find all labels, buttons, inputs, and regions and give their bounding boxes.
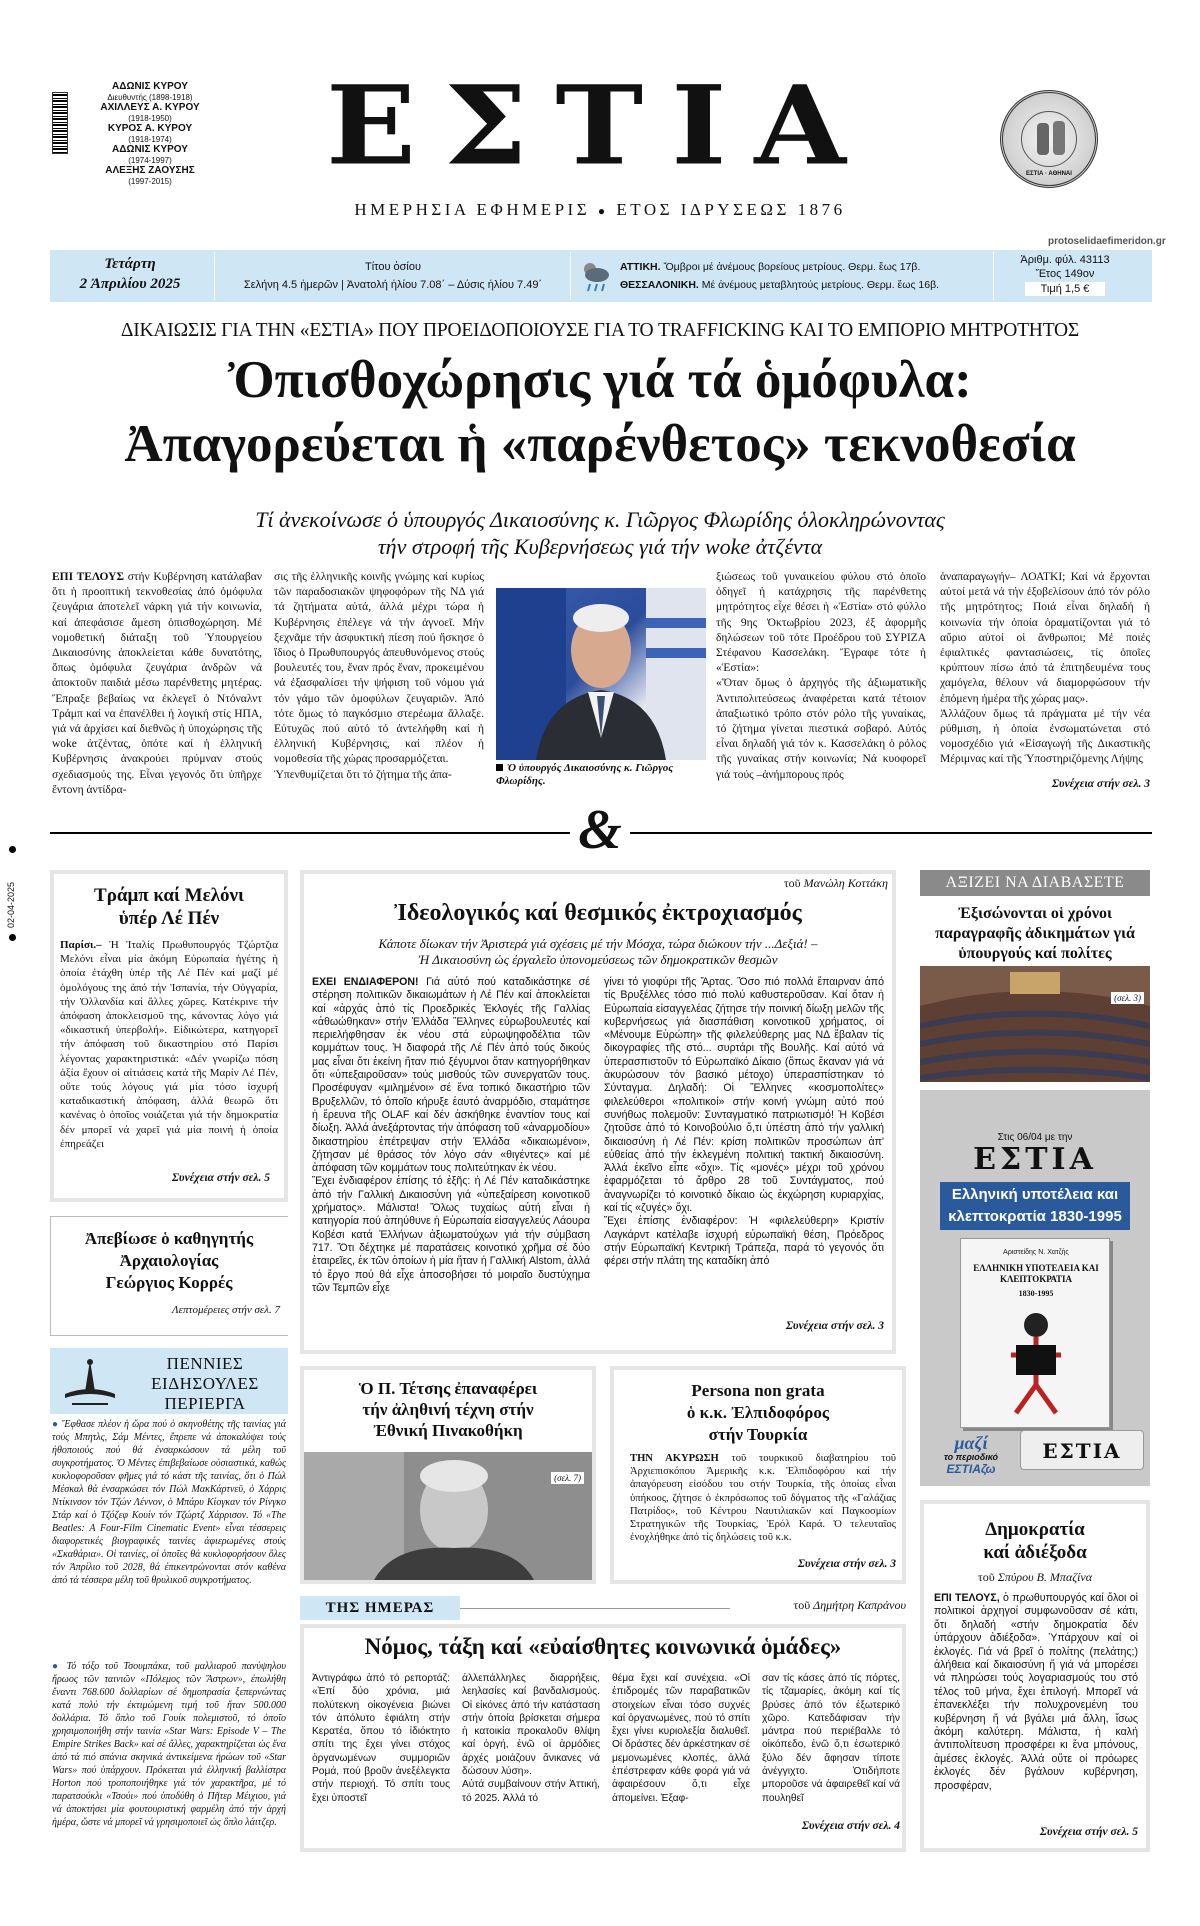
founder: ΑΔΩΝΙΣ ΚΥΡΟΥ (1974-1997) (112, 144, 188, 165)
weather: ΑΤΤΙΚΗ. Ὄμβροι μέ ἀνέμους βορείους μετρίους. Θερμ. ἕως 17β. ΘΕΣΣΑΛΟΝΙΚΗ. Μέ ἀνέμους μεταβλητούς μετρίους. Θερμ. ἕως 16β. (620, 261, 940, 291)
lead-headline: Ὀπισθοχώρησις γιά τά ὁμόφυλα: Ἀπαγορεύεται ἡ «παρένθετος» τεκνοθεσία (124, 351, 1076, 473)
day-column-2: ἀλλεπάλληλες διαρρήξεις, λεηλασίες καί βανδαλισμούς. Οἱ εἰκόνες ἀπό τήν κατάσταση στήν ὁποία βρίσκεται σήμερα ἡ κατοικία προκαλοῦν θλίψη καί ὀργή, ἐνῶ οἱ ἁρμόδιες ἀρχές μοιάζουν ἄνικανες νά δώσουν λύση». Αὐτά συμβαίνουν στήν Ἀττική, τό 2025. Ἀλλά τό (462, 1673, 600, 1804)
masthead-title: ΕΣΤΙΑ (326, 61, 874, 190)
seal-icon (1000, 90, 1098, 188)
persona-body: ΤΗΝ ΑΚΥΡΩΣΗ τοῦ τουρκικοῦ διαβατηρίου τοῦ Ἀρχιεπισκόπου Ἀμερικῆς κ.κ. Ἐλπιδοφόρου καί τήν ἀπαγόρευση εἰσόδου του στήν Τουρκία, τῆς ὁποίας εἶναι ὑπήκοος, ζήτησε ὁ ἐκπρόσωπος τοῦ δόγματος τῆς «Γαλάζιας Πατρίδος», τοῦ Κέντρου Ναυτιλιακῶν καί Παγκοσμίων Στρατηγικῶν τῆς Τουρκίας, Ἐρόλ Καρά. Ὁ τελευταῖος ἐνοχλήθηκε ἀπό τίς δηλώσεις τοῦ κ.κ. (630, 1453, 896, 1544)
trump-continued: Συνέχεια στήν σελ. 5 (171, 1172, 270, 1184)
day-column-1: Ἀντιγράφω ἀπό τό ρεπορτάζ: «Ἐπί δύο χρόνια, μιά πολύτεκνη οἰκογένεια βιώνει τόν ἀπόλυτο ἐφιάλτη στήν Κερατέα, ὅπου τό ἰδιόκτητο σπίτι της ἔχει γίνει στόχος ὀργανωμένων συμμοριῶν Ρομά, πού βροῦν ἀνεξέλεγκτα στήν περιοχή. Τό σπίτι τους ἔχει ὑποστεῖ (312, 1673, 450, 1804)
masthead-subtitle: ΗΜΕΡΗΣΙΑ ΕΦΗΜΕΡΙΣ ● ΕΤΟΣ ΙΔΡΥΣΕΩΣ 1876 (354, 200, 846, 219)
pennies-item-2: ● Τό τόξο τοῦ Τσουμπάκα, τοῦ μαλλιαροῦ πανύψηλου ἥρωος τῶν ταινιῶν «Πόλεμος τῶν Ἄστρων», ἐπωλήθη ἔναντι 768.600 δολλαρίων σέ δημοπρασία ξεπερνώντας κατά πολύ τήν ἐκτιμώμενη τιμή τοῦ ἤταν 500.000 δολλάρια. Τό ὅπλο τοῦ Γουίκ πολεμιστοῦ, τό ὁποῖο χρησιμοποιήθη στήν ταινία «Star Wars: Episode V – The Empire Strikes Back» καί σέ ἄλλες, χαρακτηρίζεται ὡς ἕνα ἀπό τά πιό σπάνια σκηνικά ἀντικείμενα ἡρώων τοῦ «Star Wars» πού ὑπάρχουν. Πρόκειται γιά ἑλληνική βαλλίστρα Horton πού τροποποιήθηκε γιά τόν χαρακτῆρα, μέ τό παρατσούκλι «Τσούι» πού ὑποδύθη ὁ Πῆτερ Μέιχιου, γιά νά ἀποκτήσει μία φουτουριστική φαρμέλη ἀπό τήν ἀρχή ἡμέρα, ὥστε νά μπορεῖ νά γρησιμοποιεῖ ὡς ὅπλο λάιτζερ. (52, 1661, 286, 1828)
promo-with: μαζί το περιοδικό ΕΣΤΙΑζω (943, 1433, 999, 1476)
day-column-4: σαν τίς κάσες ἀπό τίς πόρτες, τίς τζαμαρίες, ἀκόμη καί τίς βρύσες ἀπό τόν ἐξωτερικό χῶρο. Κατεδάφισαν τήν μάντρα πού περιέβαλλε τό οἰκόπεδο, ἐνῶ ὅ,τι ἐσωτερικό ξύλο δέν ἄφησαν τίποτε ἀνέγγιχτο. Ὁτιδήποτε μποροῦσε νά ἀφαιρεθεῖ καί νά πουληθεῖ (762, 1673, 900, 1804)
founder: ΑΔΩΝΙΣ ΚΥΡΟΥ Διευθυντής (1898-1918) (107, 81, 193, 102)
lead-column-2: σις τῆς ἑλληνικῆς κοινῆς γνώμης καί κυρίως τῶν παραδοσιακῶν ψηφοφόρων τῆς ΝΔ γιά τά ζητήματα αὐτά, ἀλλά μέχρι τώρα ἡ Κυβέρνησις ἐπέλεγε νά τήν ἀγνοεῖ. Μήν ξεχνᾶμε τήν ἀσφυκτική πίεση πού ἤσκησε ὁ ἴδιος ὁ Πρωθυπουργός ἀπευθυνόμενος στούς βουλευτές του, ἕναν πρός ἕναν, προκειμένου νά ἐξασφαλίσει τήν ψήφιση τοῦ νόμου γιά τόν γάμο τῶν ὁμοφύλων ζευγαριῶν. Ἀπό τότε ὅμως τό παγκόσμιο στερέωμα ἄλλαξε. Εὐτυχῶς πού αὐτό τό ἀντελήφθη καί ἡ ἑλληνική Κυβέρνησις, καί πλέον ἡ νομοθεσία τῆς χώρας προσαρμόζεται. Ὑπενθυμίζεται ὅτι τό ζήτημα τῆς ἀπα- (274, 571, 484, 781)
parliament-photo (920, 966, 1150, 1082)
founder: ΑΧΙΛΛΕΥΣ Α. ΚΥΡΟΥ (1918-1950) (100, 102, 200, 123)
ideological-headline: Ἰδεολογικός καί θεσμικός ἐκτροχιασμός (394, 900, 802, 926)
minister-photo (496, 588, 706, 760)
founder: ΚΥΡΟΣ Α. ΚΥΡΟΥ (1918-1974) (107, 123, 193, 144)
lead-continued: Συνέχεια στήν σελ. 3 (1051, 778, 1150, 790)
promo-book-title: Ελληνική υποτέλεια και κλεπτοκρατία 1830-1995 (940, 1182, 1130, 1230)
obit-note: Λεπτομέρειες στήν σελ. 7 (172, 1304, 280, 1316)
democracy-body: ΕΠΙ ΤΕΛΟΥΣ, ὁ πρωθυπουργός καί ὅλοι οἱ πολιτικοί ἀρχηγοί συμφωνοῦσαν σέ κάτι, ὅτι δηλαδή «στήν δημοκρατία δέν ὑπάρχουν ἀδιέξοδα». Ὑπάρχουν καί οἱ ἐκλογές. Γιά νά βρεῖ ὁ πολίτης (πελάτης;) ἀλήθεια καί δικαιοσύνη ἤ γιά νά μπορέσει νά πληρώσει τούς λογαριασμούς του στό τέλος τοῦ μήνα, ἔχει ἐπιλογή. Μπορεῖ νά ἐπανεκλέξει τήν πολυχρονεμένη του κυβέρνηση ἤ νά βγάλει μιά ἄλλη, ἴσως ἀκόμη καλύτερη. Μάλιστα, ἡ καλή ἀντιπολίτευση προσφέρει κι ἕνα μπόνους, ἀμέσες ἐκλογές. Ἀλλά οὔτε οἱ πρόωρες ἐκλογές δέν βγάλουν κυβέρνηση, προσφέραν, (934, 1592, 1138, 1792)
astro-info: Σελήνη 4.5 ἡμερῶν | Ἀνατολή ἡλίου 7.08΄ – Δύσις ἡλίου 7.49΄ (243, 279, 543, 291)
book-cover: Αριστείδης Ν. Χατζής ΕΛΛΗΝΙΚΗ ΥΠΟΤΕΛΕΙΑ ΚΑΙ ΚΛΕΠΤΟΚΡΑΤΙΑ 1830-1995 (960, 1238, 1110, 1428)
obit-headline: Ἀπεβίωσε ὁ καθηγητής Ἀρχαιολογίας Γεώργιος Κορρές (84, 1229, 254, 1292)
day-column-3: θέμα ἔχει καί συνέχεια. «Οἱ ἐπιδρομές τῶν παραβατικῶν στοιχείων εἶναι τόσο συχνές καί ὀργανωμένες, πού τό σπίτι ἔχει γίνει κυριολεξία διαλυθεῖ. Οἱ δράστες δέν ἀρκέστηκαν σέ μεμονωμένες κλοπές, ἀλλά ἐπέστρεφαν κάθε φορά γιά νά ἀφαιρέσουν ὅ,τι εἶχε ἀπομείνει. Ἐξαφ- (612, 1673, 750, 1804)
day-continued: Συνέχεια στήν σελ. 4 (801, 1820, 900, 1832)
democracy-continued: Συνέχεια στήν σελ. 5 (1039, 1826, 1138, 1838)
lead-column-1: ΕΠΙ ΤΕΛΟΥΣ στήν Κυβέρνηση κατάλαβαν ὅτι ἡ προοπτική τεκνοθεσίας ἀπό ὁμόφυλα ζευγάρια ἀποτελεῖ νάρκη γιά τήν κοινωνία, καί ἀπεφάσισε ἄμεση ὀπισθοχώρηση. Μέ νομοθετική διάταξη τοῦ Ὑπουργείου Δικαιοσύνης ἀποκλείεται κάθε δυνατότης, ὅπως ὁμόφυλα ζευγάρια ἀνδρῶν νά ἀποκτοῦν παιδιά μέσω παρένθετης μητέρας. Ἔπραξε βεβαίως να ἐκλεγεῖ ὁ Ντόναλντ Τράμπ καί να ἐπανέλθει ἡ λογική στίς ΗΠΑ, γιά νά ἀρχίσει καί διεθνῶς ἡ ὑποχώρησις τῆς woke ἀτζέντας, ὁπότε καί ἡ ἑλληνική Κυβέρνησις ἀνακρούει πρύμναν στούς σχεδιασμούς της. Εἶναι γεγονός ὅτι ὑπῆρχε ἔντονη ἀντίδρα- (52, 571, 262, 796)
ideological-column-1: ΕΧΕΙ ΕΝΔΙΑΦΕΡΟΝ! Γιά αὐτό πού καταδικάστηκε σέ στέρηση πολιτικῶν δικαιωμάτων ἡ Λέ Πέν καί ἀποκλείεται καί «ἀρχάς ἀπό τίς Προεδρικές Ἐκλογές τῆς Γαλλίας «ἀθωώθηκαν» στήν Ἑλλάδα Ἕλληνες εὐρωβουλευτές καί περιελήφθησαν ἐκ νέου στά εὐρωψηφοδέλτια τῶν κομμάτων τους. Ἡ διαφορά τῆς Λέ Πέν ἀπό τούς δικούς μας εἶναι ὅτι ἐκείνη ἤταν πιό ξέγυμνοι ὅταν κατηγορήθηκαν ὅτι «ὑπεξαιροῦσαν» τούς μισθούς τῶν συνεργατῶν τους. Προσέφυγαν «μιλημένοι» σέ ἕνα τοπικό δικαστήριο τῶν Βρυξελλῶν, τό ὁποῖο κήρυξε ἑαυτό ἀναρμόδιο, σταμάτησε ἡ ἔρευνα τῆς OLAF καί δέν ἀσκήθηκε ἐναντίον τους καί δίωξη. Ἀλλά ἀνεξάρτοντας τήν ἀπόφαση τοῦ «ἀναρμοδίου» δικαστηρίου ἐπέτρεψαν στήν Ἑλλάδα «δικαιωμένοι», ζήτησαν μέ θράσος τόν λόγο σάν «θιγέντες» καί μέ ἀπόφαση τῶν κομμάτων τους πολιτεύτηκαν ἐκ νέου. Ἔχει ἐνδιαφέρον ἐπίσης τό ἑξῆς: ἡ Λέ Πέν καταδικάστηκε ἀπό τήν Γαλλική Δικαιοσύνη γιά «ὑπεξαίρεση κοινοτικοῦ χρήματος». Μάλιστα! Ὅλως τυχαίως αὐτή εἶναι ἡ κατηγορία πού ἀπηύθυνε ἡ Εὐρωπαία εἰσαγγελεύς Λάουρα Κοβέσι κατά Ἑλλήνων ἀξιωματούχων γιά τήν σύμβαση 717. Ὅτι δέχτηκε μέ παρατάσεις κοινοτικό χρῆμα σέ δύο ἑταιρεῖες, ἐκ τῶν ὁποίων ἡ μία ἤταν ἡ Γαλλική Alstom, ἀλλά τό ἔργο πού θά εἶχε ἀποσοβήσει τό μοιραῖο δυστύχημα τῶν Τεμπῶν εἶχε (312, 976, 590, 1294)
saint-name: Τίτου ὁσίου (364, 261, 422, 273)
photo-caption: Ὁ ὑπουργός Δικαιοσύνης κ. Γιῶργος Φλωρίδης. (496, 762, 674, 787)
almanac (218, 258, 568, 294)
tetsis-photo (304, 1452, 592, 1580)
weather-icon (578, 258, 614, 294)
photo-page-ref: (σελ. 7) (551, 1472, 584, 1484)
date-box (50, 254, 210, 294)
promo-paper-name: ΕΣΤΙΑ (973, 1142, 1097, 1177)
ideological-deck: Κάποτε δίωκαν τήν Ἀριστερά γιά σχέσεις μέ τήν Μόσχα, τώρα διώκουν τήν ...Δεξιά! – Ἡ Δικαιοσύνη ὡς ἐργαλεῖο ὑπονομεύσεως τῶν δημοκρατικῶν θεσμῶν (378, 936, 818, 967)
day-headline: Νόμος, τάξη καί «εὐαίσθητες κοινωνικά ὁμάδες» (364, 1634, 842, 1659)
worth-reading-title: Ἐξισώνονται οἱ χρόνοι παραγραφῆς ἀδικημάτων γιά ὑπουργούς καί πολίτες (935, 905, 1135, 962)
trump-headline: Τράμπ καί Μελόνι ὑπέρ Λέ Πέν (94, 885, 244, 929)
promo-ad (920, 1090, 1150, 1486)
founders-list (80, 82, 220, 187)
ampersand: & (578, 799, 622, 861)
ideological-column-2: γίνει τό γιοφύρι τῆς Ἄρτας. Ὅσο πιό πολλά ἔπαιρναν ἀπό τίς Βρυξέλλες τόσο πιό πολύ καθυστεροῦσαν. Καί ὅταν ἡ Εὐρωπαία εἰσαγγελέας ζήτησε τήν ποινική δίωξη μελῶν τῆς κυβερνήσεως γιά διασπάθιση κοινοτικοῦ χρήματος, οἱ «Μένουμε Εὐρώπη» τῆς φιλελεύθερης μας ΝΔ ἔβαλαν τίς δικογραφίες τῆς στό... συρτάρι τῆς Βουλῆς. Καί αὐτό νά ὑπερασπιστοῦν τό Εὐρωπαϊκό Δίκαιο (ὅπως ἔκαναν γιά νά ἀκυρώσουν τόν βασικό μέτοχο) ὑπερασπίστηκαν τό Σύνταγμα. Δηλαδή: Οἱ Ἕλληνες «κοσμοπολίτες» φιλελεύθεροι «πολιτικοί» στήν κοινή γνώμη αὐτό πού συνήθως πολεμοῦν: Συνταγματικό πατριωτισμό! Ἡ Κοβέσι ζητοῦσε ἀπό τό Κοινοβούλιο ὅ,τι ὑπέστη ἀπό τήν γαλλική δικαιοσύνη ἡ Λέ Πέν: κρίση πολιτικῶν προσώπων ἀπ' εὐθείας ἀπό τήν ἐκλεγμένη πολιτική τακτική δικαιοσύνη. Ἀλλά ἐκεῖνο εἶπε «ὄχι». Τίς «μονές» μέχρι τοῦ χρόνου ἐφαρμόζεται τό ἄρθρο 28 τοῦ Συντάγματος, πού ἀναγνωρίζει τό κοινοτικό δίκαιο ὡς ἐκχώρηση κυριαρχίας, καί τίς «ζυγές» ὄχι. Ἔχει ἐπίσης ἐνδιαφέρον: Ἡ «φιλελεύθερη» Κριστίν Λαγκάρντ κατέλαβε ἰσχυρή εὐρωπαϊκή θέση, Πρόεδρος στήν Εὐρωπαϊκή Κεντρική Τράπεζα, παρά τό γεγονός ὅτι φέρει στήν πλάτη της καταδίκη ἀπό (604, 976, 884, 1268)
democracy-byline: τοῦ Σπύρου Β. Μπαζίνα (977, 1570, 1093, 1584)
ideological-continued: Συνέχεια στήν σελ. 3 (785, 1320, 884, 1332)
lead-column-3: ξιώσεως τοῦ γυναικείου φύλου στό ὁποῖο ὁδηγεῖ ἡ κατάχρησις τῆς παρένθετης μητρότητος εἶχε θέσει ἡ «Ἑστία» στό φύλλο τῆς 9ης Ὀκτωβρίου 2023, ἐξ ἀφορμῆς δηλώσεων τοῦ τότε Προέδρου τοῦ ΣΥΡΙΖΑ Στέφανου Κασσελάκη. Ἔγραφε τότε ἡ «Ἑστία»: «Ὅταν ὅμως ὁ ἀρχηγός τῆς ἀξιωματικῆς Ἀντιπολιτεύσεως ἀναφέρεται κατά τέτοιον ἀπαξιωτικό τρόπο στόν ρόλο τῆς γυναίκας, τό ζήτημα γίνεται πιεστικά σοβαρό. Αὐτός εἶναι δηλαδή γιά τόν κ. Κασσελάκη ὁ ρόλος τῆς γυναίκας στήν κοινωνία; Νά κυοφορεῖ γιά τούς –ἀνήμπορους πρός (716, 571, 926, 781)
persona-headline: Persona non grata ὁ κ.κ. Ἐλπιδοφόρος στήν Τουρκία (686, 1381, 830, 1444)
date: 2 Ἀπριλίου 2025 (79, 276, 181, 292)
weekday: Τετάρτη (104, 256, 156, 272)
lead-column-4: ἀναπαραγωγήν– ΛΟΑΤΚΙ; Καί νά ἔρχονται αὐτοί μετά νά τήν ἐξοβελίσουν ἀπό τόν ρόλο τῆς μητρότητος; Ποιά εἶναι δηλαδή ἡ κοινωνία τήν ὁποία ὁραματίζονται γιά τό αὔριο αὐτοί οἱ ἄνθρωποι; Μέ ποιές ἐφιαλτικές φαντασιώσεις, τίς ὁποῖες κρύπτουν πίσω ἀπό τά ἐπιτηδευμένα τους χαμόγελα, θέλουν νά διαμορφώσουν τήν ἑπόμενη ἡμέρα τῆς χώρας μας». Ἀλλάζουν ὅμως τά πράγματα μέ τήν νέα ρύθμιση, ἡ ὁποία ἐνσωματώνεται στό νομοσχέδιο γιά «Εἰσαγωγή τῆς Δικαστικῆς Μέριμνας καί τῆς Ὑποστηριζόμενης Λήψης (940, 571, 1150, 766)
trump-body: Παρίσι.– Ἡ Ἰταλίς Πρωθυπουργός Τζώρτζια Μελόνι εἶναι μία ἀκόμη Εὐρωπαία ἡγέτης ἡ ὁποία ἐτάχθη ὑπέρ τῆς Λέ Πέν καί μαζί μέ ὁμολόγους της ἀπό τήν Ἰσπανία, τήν Οὐγγαρία, τήν Ὁλλανδία καί ἄλλες χῶρες. Κατέκρινε τήν ἀπόφαση ἀποκλεισμοῦ της, κάνοντας λόγο γιά «δικαστική ὑπερβολή». Εἰδικώτερα, κατηγορεῖ τήν ἀπόφαση τοῦ δικαστηρίου στό Παρίσι λέγοντας χαρακτηριστικά: «Δέν γνωρίζω πόση ἀξία ἔχουν οἱ αἰτιάσεις κατά τῆς Μαρίν Λέ Πέν, οὔτε τούς λόγους γιά μία τόσο ἰσχυρή καταδικαστική ἀπόφαση, ἀλλά θεωρῶ ὅτι κανένας ὁ ὁποῖος νοιάζεται γιά τήν δημοκρατία δέν μπορεῖ νά χαρεῖ γιά μία ποινή ἡ ὁποία ἐπηρεάζει (60, 939, 278, 1150)
seal-text: ΕΣΤΙΑ · ΑΘΗΝΑΙ (1026, 171, 1072, 177)
issue-info: Ἀριθμ. φύλ. 43113 Ἔτος 149ον Τιμή 1,5 € (1020, 254, 1110, 295)
side-bullet-icon (9, 934, 16, 941)
lead-deck: Τί ἀνεκοίνωσε ὁ ὑπουργός Δικαιοσύνης κ. Γιῶργος Φλωρίδης ὁλοκληρώνοντας τήν στροφή τῆς Κυβερνήσεως γιά τήν woke ἀτζέντα (255, 507, 945, 559)
side-bullet-icon (9, 846, 16, 853)
promo-paper-roll: ΕΣΤΙΑ (1020, 1430, 1144, 1470)
photo-page-ref: (σελ. 3) (1111, 992, 1144, 1004)
side-date: 02-04-2025 (6, 881, 16, 928)
candle-icon (60, 1354, 120, 1410)
pennies-title: ΠΕΝΝΙΕΣ ΕΙΔΗΣΟΥΛΕΣ ΠΕΡΙΕΡΓΑ (151, 1354, 259, 1413)
worth-reading-header: ΑΞΙΖΕΙ ΝΑ ΔΙΑΒΑΣΕΤΕ (920, 870, 1150, 896)
democracy-headline: Δημοκρατία καί ἀδιέξοδα (983, 1519, 1087, 1563)
lead-kicker: ΔΙΚΑΙΩΣΙΣ ΓΙΑ ΤΗΝ «ΕΣΤΙΑ» ΠΟΥ ΠΡΟΕΙΔΟΠΟΙΟΥΣΕ ΓΙΑ ΤΟ TRAFFICKING ΚΑΙ ΤΟ ΕΜΠΟΡΙΟ ΜΗΤΡΟΤΗΤΟΣ (120, 320, 1080, 341)
founder: ΑΛΕΞΗΣ ΖΑΟΥΣΗΣ (1997-2015) (105, 165, 195, 186)
tetsis-headline: Ὁ Π. Τέτσης ἐπαναφέρει τήν ἀληθινή τέχνη στήν Ἐθνική Πινακοθήκη (358, 1379, 538, 1440)
day-label: ΤΗΣ ΗΜΕΡΑΣ (300, 1596, 460, 1620)
barcode (52, 92, 68, 154)
ideological-byline: τοῦ Μανώλη Κοττάκη (783, 876, 888, 890)
promo-date: Στις 06/04 με την (997, 1132, 1073, 1143)
pennies-item-1: ● Ἔφθασε πλέον ἡ ὥρα πού ὁ σκηνοθέτης τῆς ταινίας γιά τούς Μπητλς, Σάμ Μέντες, ἔπρεπε νά ἀποκαλύψει τούς ἠθοποιούς πού θά ἐνσαρκώσουν τά μέλη τοῦ συγκροτήματος. Ὁ Μέντες ἐπιβεβαίωσε οὐσιαστικά, καθώς κυκλοφοροῦσαν φῆμες γιά τό κάστ τῆς ταινίας, ὅτι ὁ Πώλ Μέσκαλ θά ἐνσαρκώσει τόν Πώλ ΜακΚάρτνεϋ, ὁ Χάρρις Ντίκινσον τόν Τζών Λέννον, ὁ Μπάρυ Κίογκαν τόν Ρίνγκο Στάρ καί ὁ Τζόζεφ Κουίν τόν Τζώρτζ Χάρρισον. Τό «The Beatles: A Four-Film Cinematic Event» εἶναι τέσσερεις διαφορετικές βιογραφικές ταινίες ἀφιερωμένες στούς «Σκαθάρια». Οἱ ταινίες, οἱ ὁποῖες θά κυκλοφορήσουν ὅλες τόν Ἀπρίλιο τοῦ 2028, θά ἐπικεντρώνονται στόν καθένα ἀπό τά τέσσερα μέλη τοῦ θρυλικοῦ συγκροτήματος. (52, 1419, 286, 1586)
source-url: protoselidaefimeridon.gr (1048, 236, 1166, 247)
day-byline: τοῦ Δημήτρη Καπράνου (793, 1598, 906, 1612)
persona-continued: Συνέχεια στήν σελ. 3 (797, 1558, 896, 1570)
price: Τιμή 1,5 € (1025, 282, 1106, 296)
